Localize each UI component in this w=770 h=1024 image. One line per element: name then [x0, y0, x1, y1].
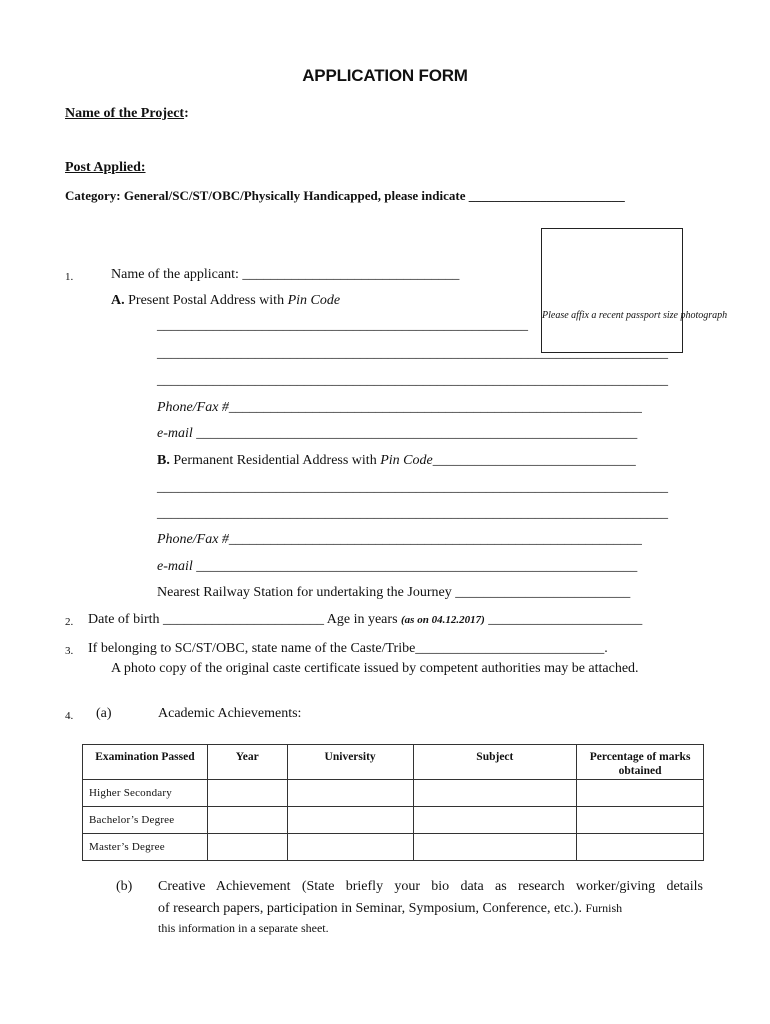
- table-cell[interactable]: [413, 780, 577, 807]
- present-address-line-2[interactable]: _________________________________________________________________________: [157, 346, 668, 361]
- sub-question-a-marker: (a): [96, 706, 112, 721]
- present-address-label: Present Postal Address with: [128, 293, 285, 308]
- table-cell[interactable]: [287, 780, 413, 807]
- age-as-on-note: (as on 04.12.2017): [401, 614, 485, 626]
- present-address-pin-label: Pin Code: [287, 293, 341, 308]
- permanent-address-label: Permanent Residential Address with: [173, 453, 377, 468]
- photo-box[interactable]: [541, 228, 728, 353]
- question-2-number: 2.: [65, 616, 74, 628]
- table-cell[interactable]: [577, 807, 704, 834]
- present-address-marker: A.: [111, 293, 125, 308]
- present-address-line-1[interactable]: _____________________________________________________: [157, 318, 528, 333]
- table-cell[interactable]: [207, 834, 287, 861]
- page-title: APPLICATION FORM: [302, 66, 468, 85]
- permanent-phone-line: ___________________________________________________________: [228, 532, 642, 547]
- present-phone-line: ___________________________________________________________: [228, 400, 642, 415]
- permanent-phone-field[interactable]: [157, 532, 642, 548]
- applicant-name-field[interactable]: Name of the applicant: _______________________________: [111, 267, 460, 282]
- table-row: [83, 780, 704, 807]
- table-header-cell: Percentage of marks obtained: [577, 745, 704, 780]
- caste-certificate-note: A photo copy of the original caste certificate issued by competent authorities may be attached.: [111, 661, 639, 676]
- railway-station-field[interactable]: Nearest Railway Station for undertaking the Journey _________________________: [157, 585, 631, 600]
- permanent-address-pin-line: _____________________________: [432, 453, 636, 468]
- present-email-label: e-mail: [157, 426, 193, 441]
- table-cell[interactable]: [413, 807, 577, 834]
- creative-achievement-line-2: [158, 901, 622, 917]
- photo-box-text: Please affix a recent passport size photograph: [542, 310, 728, 321]
- table-cell[interactable]: [207, 807, 287, 834]
- table-header-row: [83, 745, 704, 780]
- permanent-address-line-2[interactable]: _________________________________________________________________________: [157, 506, 668, 521]
- table-row-label: Bachelor’s Degree: [83, 807, 208, 834]
- permanent-address-marker: B.: [157, 453, 170, 468]
- table-header-cell: Year: [207, 745, 287, 780]
- table-header-cell: Subject: [413, 745, 577, 780]
- creative-achievement-line-2-main: of research papers, participation in Seminar, Symposium, Conference, etc.).: [158, 901, 582, 916]
- dob-label: Date of birth _______________________ Age in years: [88, 612, 398, 627]
- present-phone-label: Phone/Fax #: [157, 400, 229, 415]
- question-3-number: 3.: [65, 645, 74, 657]
- age-line: ______________________: [484, 612, 643, 627]
- table-cell[interactable]: [287, 807, 413, 834]
- present-phone-field[interactable]: [157, 400, 642, 416]
- table-cell[interactable]: [577, 834, 704, 861]
- question-1-number: 1.: [65, 271, 74, 283]
- permanent-address-pin-label: Pin Code: [380, 453, 433, 468]
- creative-achievement-line-1: Creative Achievement (State briefly your bio data as research worker/giving details: [158, 879, 703, 894]
- table-cell[interactable]: [287, 834, 413, 861]
- table-row: [83, 807, 704, 834]
- post-applied-label: Post Applied:: [65, 160, 146, 175]
- present-address-heading: [111, 293, 340, 309]
- present-email-field[interactable]: [157, 426, 637, 442]
- permanent-address-line-1[interactable]: _________________________________________________________________________: [157, 480, 668, 495]
- creative-achievement-furnish: Furnish: [585, 901, 623, 915]
- present-address-line-3[interactable]: _________________________________________________________________________: [157, 373, 668, 388]
- project-label-row: [65, 106, 189, 122]
- sub-question-b-marker: (b): [116, 879, 133, 894]
- project-colon: :: [184, 106, 189, 121]
- caste-tribe-field[interactable]: If belonging to SC/ST/OBC, state name of the Caste/Tribe___________________________.: [88, 641, 608, 656]
- academic-achievements-label: Academic Achievements:: [158, 706, 302, 721]
- table-header-cell: Examination Passed: [83, 745, 208, 780]
- table-cell[interactable]: [413, 834, 577, 861]
- table-cell[interactable]: [207, 780, 287, 807]
- table-row-label: Master’s Degree: [83, 834, 208, 861]
- permanent-email-label: e-mail: [157, 559, 193, 574]
- creative-achievement-line-3: this information in a separate sheet.: [158, 921, 329, 935]
- project-label: Name of the Project: [65, 106, 185, 121]
- table-row: [83, 834, 704, 861]
- present-email-line: _______________________________________________________________: [192, 426, 638, 441]
- permanent-email-field[interactable]: [157, 559, 637, 575]
- academic-table: [82, 744, 704, 861]
- table-header-cell: University: [287, 745, 413, 780]
- table-row-label: Higher Secondary: [83, 780, 208, 807]
- permanent-phone-label: Phone/Fax #: [157, 532, 229, 547]
- category-field[interactable]: Category: General/SC/ST/OBC/Physically Handicapped, please indicate ________________________: [65, 188, 625, 203]
- table-cell[interactable]: [577, 780, 704, 807]
- permanent-email-line: _______________________________________________________________: [192, 559, 638, 574]
- permanent-address-heading[interactable]: [157, 453, 636, 469]
- dob-age-field[interactable]: [88, 612, 642, 628]
- question-4-number: 4.: [65, 710, 74, 722]
